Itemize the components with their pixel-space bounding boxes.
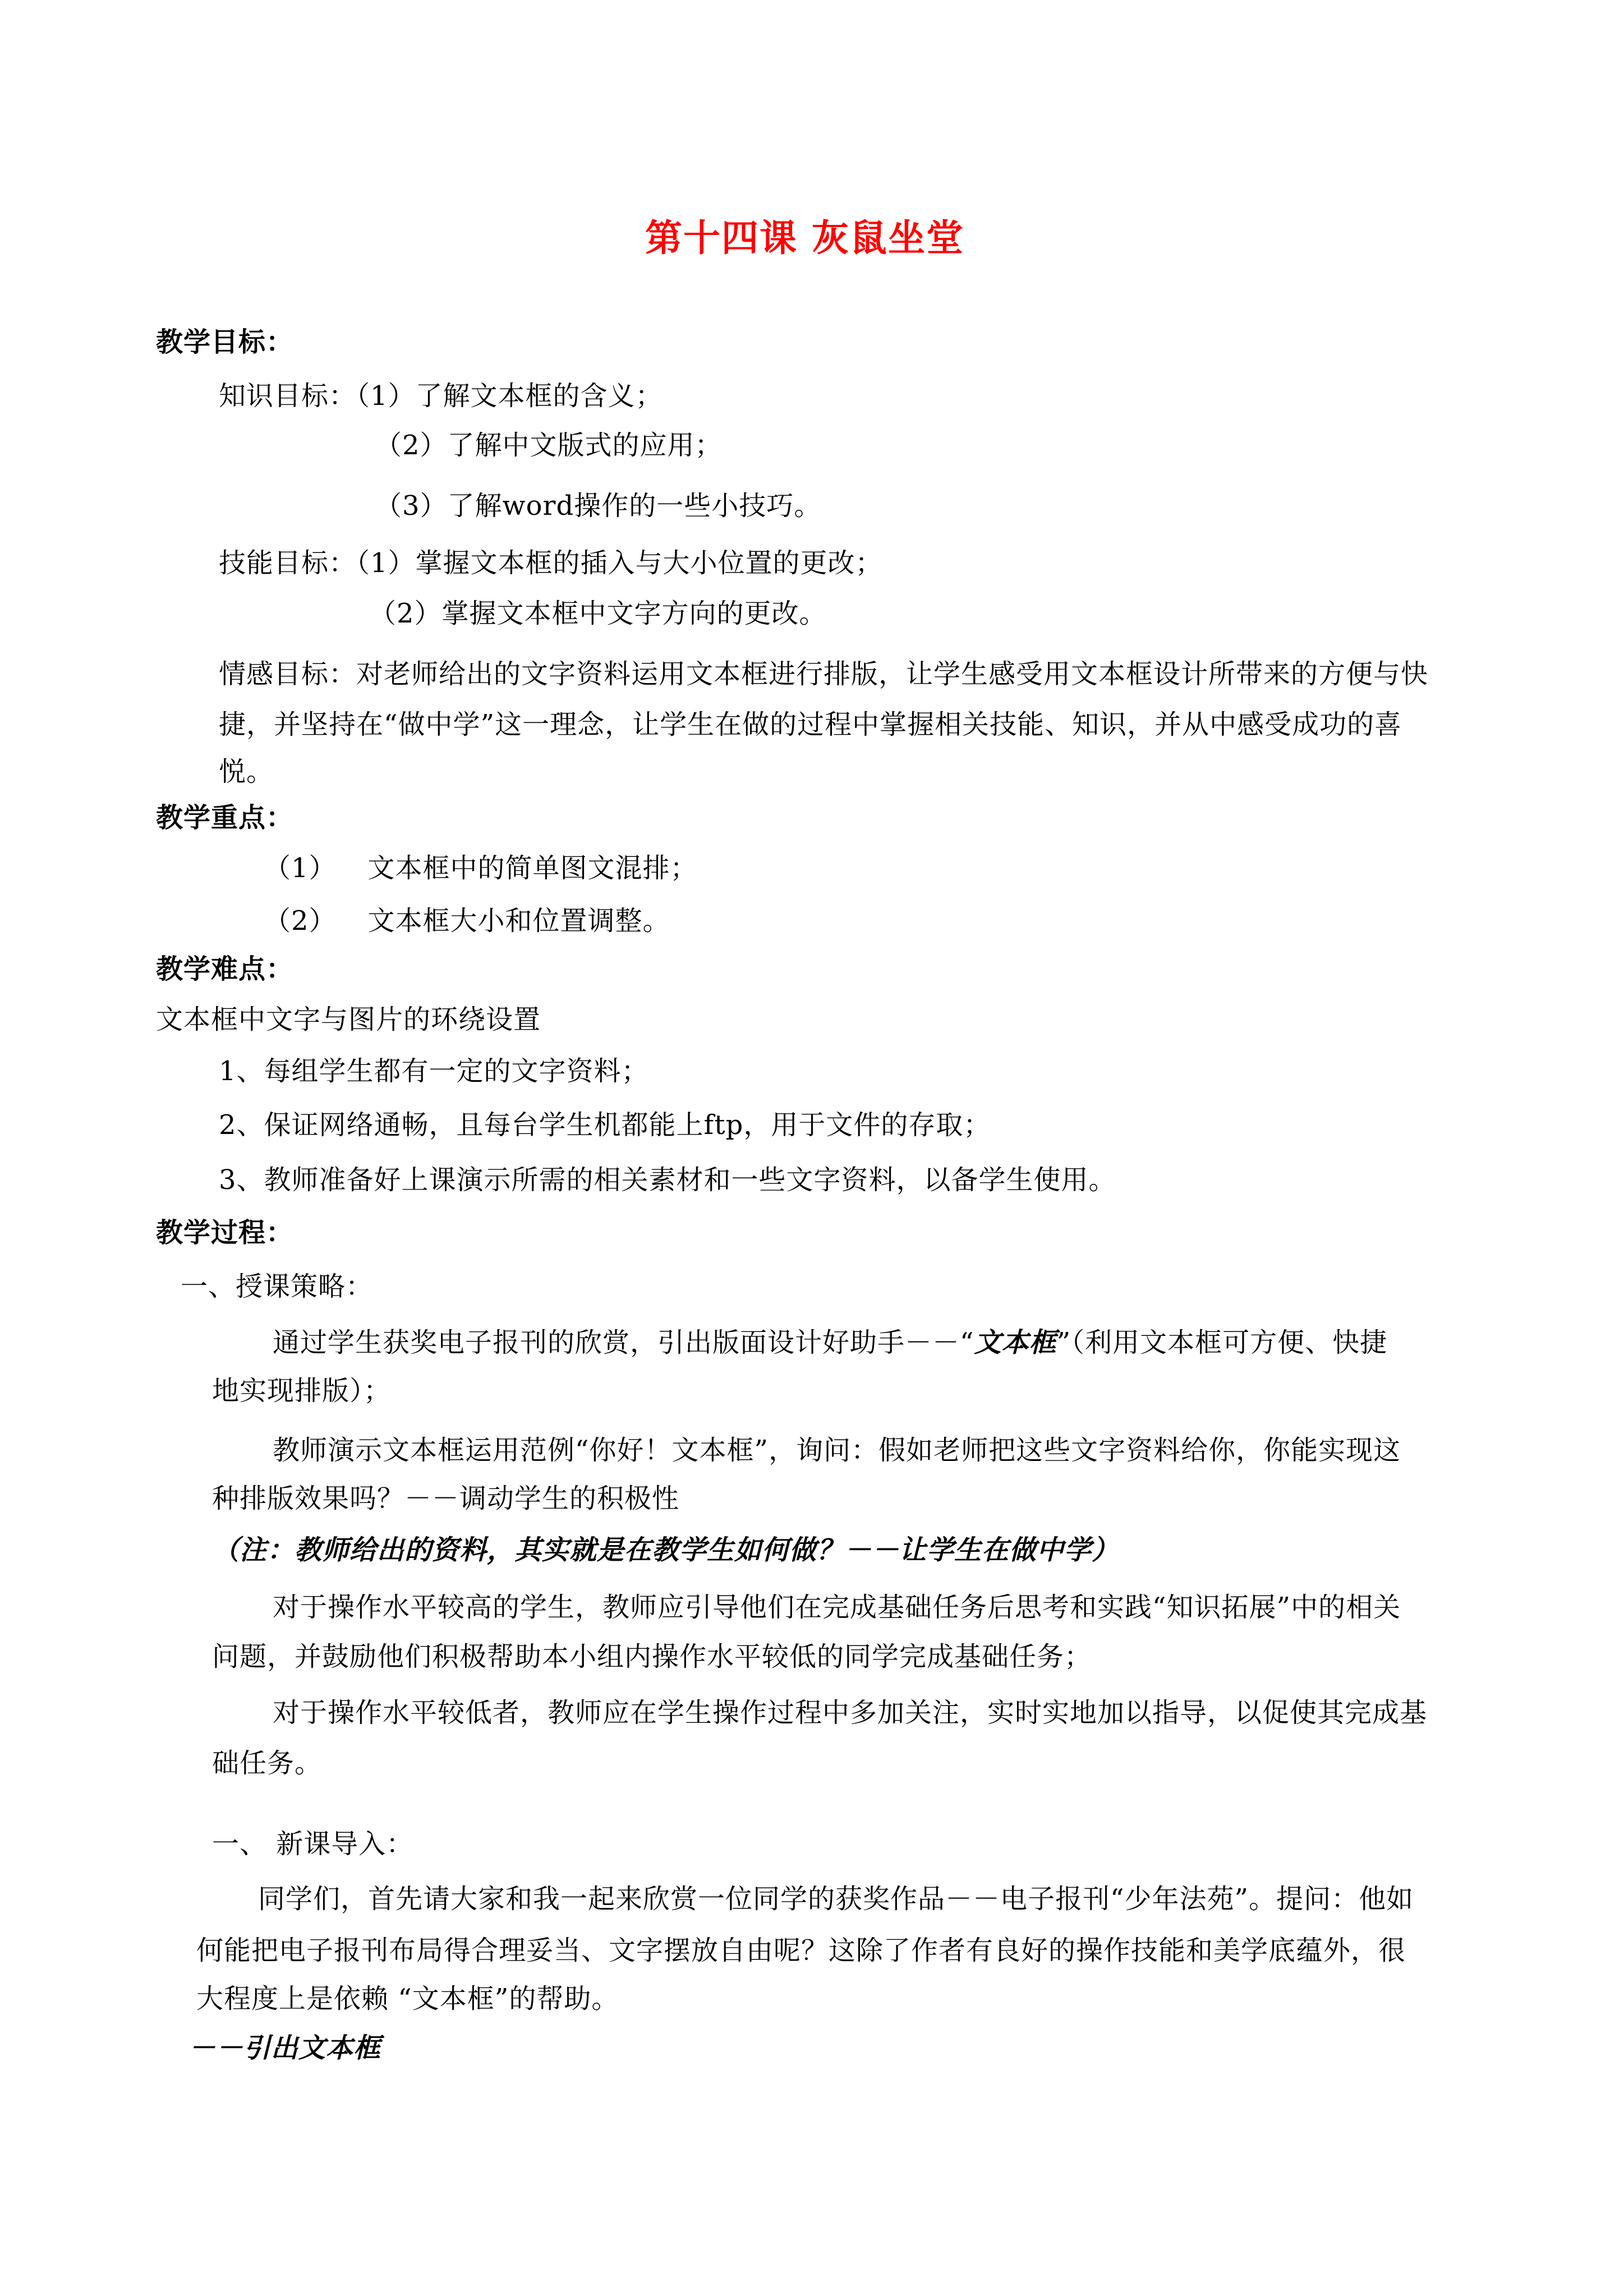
preparation-item-3: 3、教师准备好上课演示所需的相关素材和一些文字资料，以备学生使用。 <box>219 1164 1116 1196</box>
strategy-paragraph-1-text-b: ”（利用文本框可方便、快捷 <box>1056 1327 1388 1358</box>
key-points-heading: 教学重点： <box>156 802 294 833</box>
emotion-objective-line-3: 悦。 <box>219 756 274 787</box>
strategy-heading: 一、授课策略： <box>181 1271 374 1302</box>
preparation-item-1: 1、每组学生都有一定的文字资料； <box>219 1055 649 1087</box>
strategy-paragraph-4-line-1: 对于操作水平较低者，教师应在学生操作过程中多加关注，实时实地加以指导，以促使其完成基 <box>273 1697 1428 1728</box>
key-point-1 <box>264 851 698 885</box>
key-point-1-number: （1） <box>264 852 337 884</box>
strategy-paragraph-2-line-1: 教师演示文本框运用范例“你好！文本框”，询问：假如老师把这些文字资料给你，你能实现这 <box>273 1435 1401 1466</box>
knowledge-objective-1: 知识目标：（1）了解文本框的含义； <box>219 380 663 412</box>
textbox-emphasis: 文本框 <box>974 1327 1057 1358</box>
key-point-2 <box>264 904 670 938</box>
emotion-objective-line-1: 情感目标：对老师给出的文字资料运用文本框进行排版，让学生感受用文本框设计所带来的方便与快 <box>219 658 1429 690</box>
objectives-heading: 教学目标： <box>156 326 294 358</box>
strategy-paragraph-2-line-2: 种排版效果吗？－－调动学生的积极性 <box>212 1483 680 1514</box>
process-heading: 教学过程： <box>156 1217 294 1248</box>
intro-paragraph-line-3: 大程度上是依赖 “文本框”的帮助。 <box>196 1983 619 2014</box>
preparation-item-2: 2、保证网络通畅，且每台学生机都能上ftp，用于文件的存取； <box>219 1109 991 1141</box>
key-point-2-number: （2） <box>264 905 337 937</box>
strategy-paragraph-1-text-a: 通过学生获奖电子报刊的欣赏，引出版面设计好助手－－“ <box>273 1327 974 1358</box>
knowledge-objective-2: （2）了解中文版式的应用； <box>375 430 723 461</box>
new-lesson-heading: 一、 新课导入： <box>212 1828 414 1860</box>
strategy-paragraph-3-line-2: 问题，并鼓励他们积极帮助本小组内操作水平较低的同学完成基础任务； <box>212 1641 1092 1672</box>
lead-to-textbox: －－引出文本框 <box>188 2032 381 2064</box>
key-point-2-text: 文本框大小和位置调整。 <box>367 905 670 937</box>
strategy-paragraph-4-line-2: 础任务。 <box>212 1748 323 1779</box>
skill-objective-1: 技能目标：（1）掌握文本框的插入与大小位置的更改； <box>219 547 883 579</box>
intro-paragraph-line-2: 何能把电子报刊布局得合理妥当、文字摆放自由呢？这除了作者有良好的操作技能和美学底蕴外，很 <box>196 1935 1406 1966</box>
key-point-1-text: 文本框中的简单图文混排； <box>367 852 698 884</box>
strategy-paragraph-1-line-2: 地实现排版）； <box>212 1375 392 1407</box>
page-title: 第十四课 灰鼠坐堂 <box>645 216 964 260</box>
difficulties-line: 文本框中文字与图片的环绕设置 <box>156 1004 541 1035</box>
strategy-note: （注：教师给出的资料，其实就是在教学生如何做？－－让学生在做中学） <box>212 1534 1120 1566</box>
skill-objective-2: （2）掌握文本框中文字方向的更改。 <box>369 598 827 629</box>
emotion-objective-line-2: 捷，并坚持在“做中学”这一理念，让学生在做的过程中掌握相关技能、知识，并从中感受成功的喜 <box>219 709 1402 740</box>
strategy-paragraph-3-line-1: 对于操作水平较高的学生，教师应引导他们在完成基础任务后思考和实践“知识拓展”中的相关 <box>273 1592 1401 1623</box>
difficulties-heading: 教学难点： <box>156 953 294 985</box>
strategy-paragraph-1-line-1 <box>273 1326 1387 1359</box>
knowledge-objective-3: （3）了解word操作的一些小技巧。 <box>375 490 822 522</box>
intro-paragraph-line-1: 同学们，首先请大家和我一起来欣赏一位同学的获奖作品－－电子报刊“少年法苑”。提问：他如 <box>258 1883 1414 1915</box>
